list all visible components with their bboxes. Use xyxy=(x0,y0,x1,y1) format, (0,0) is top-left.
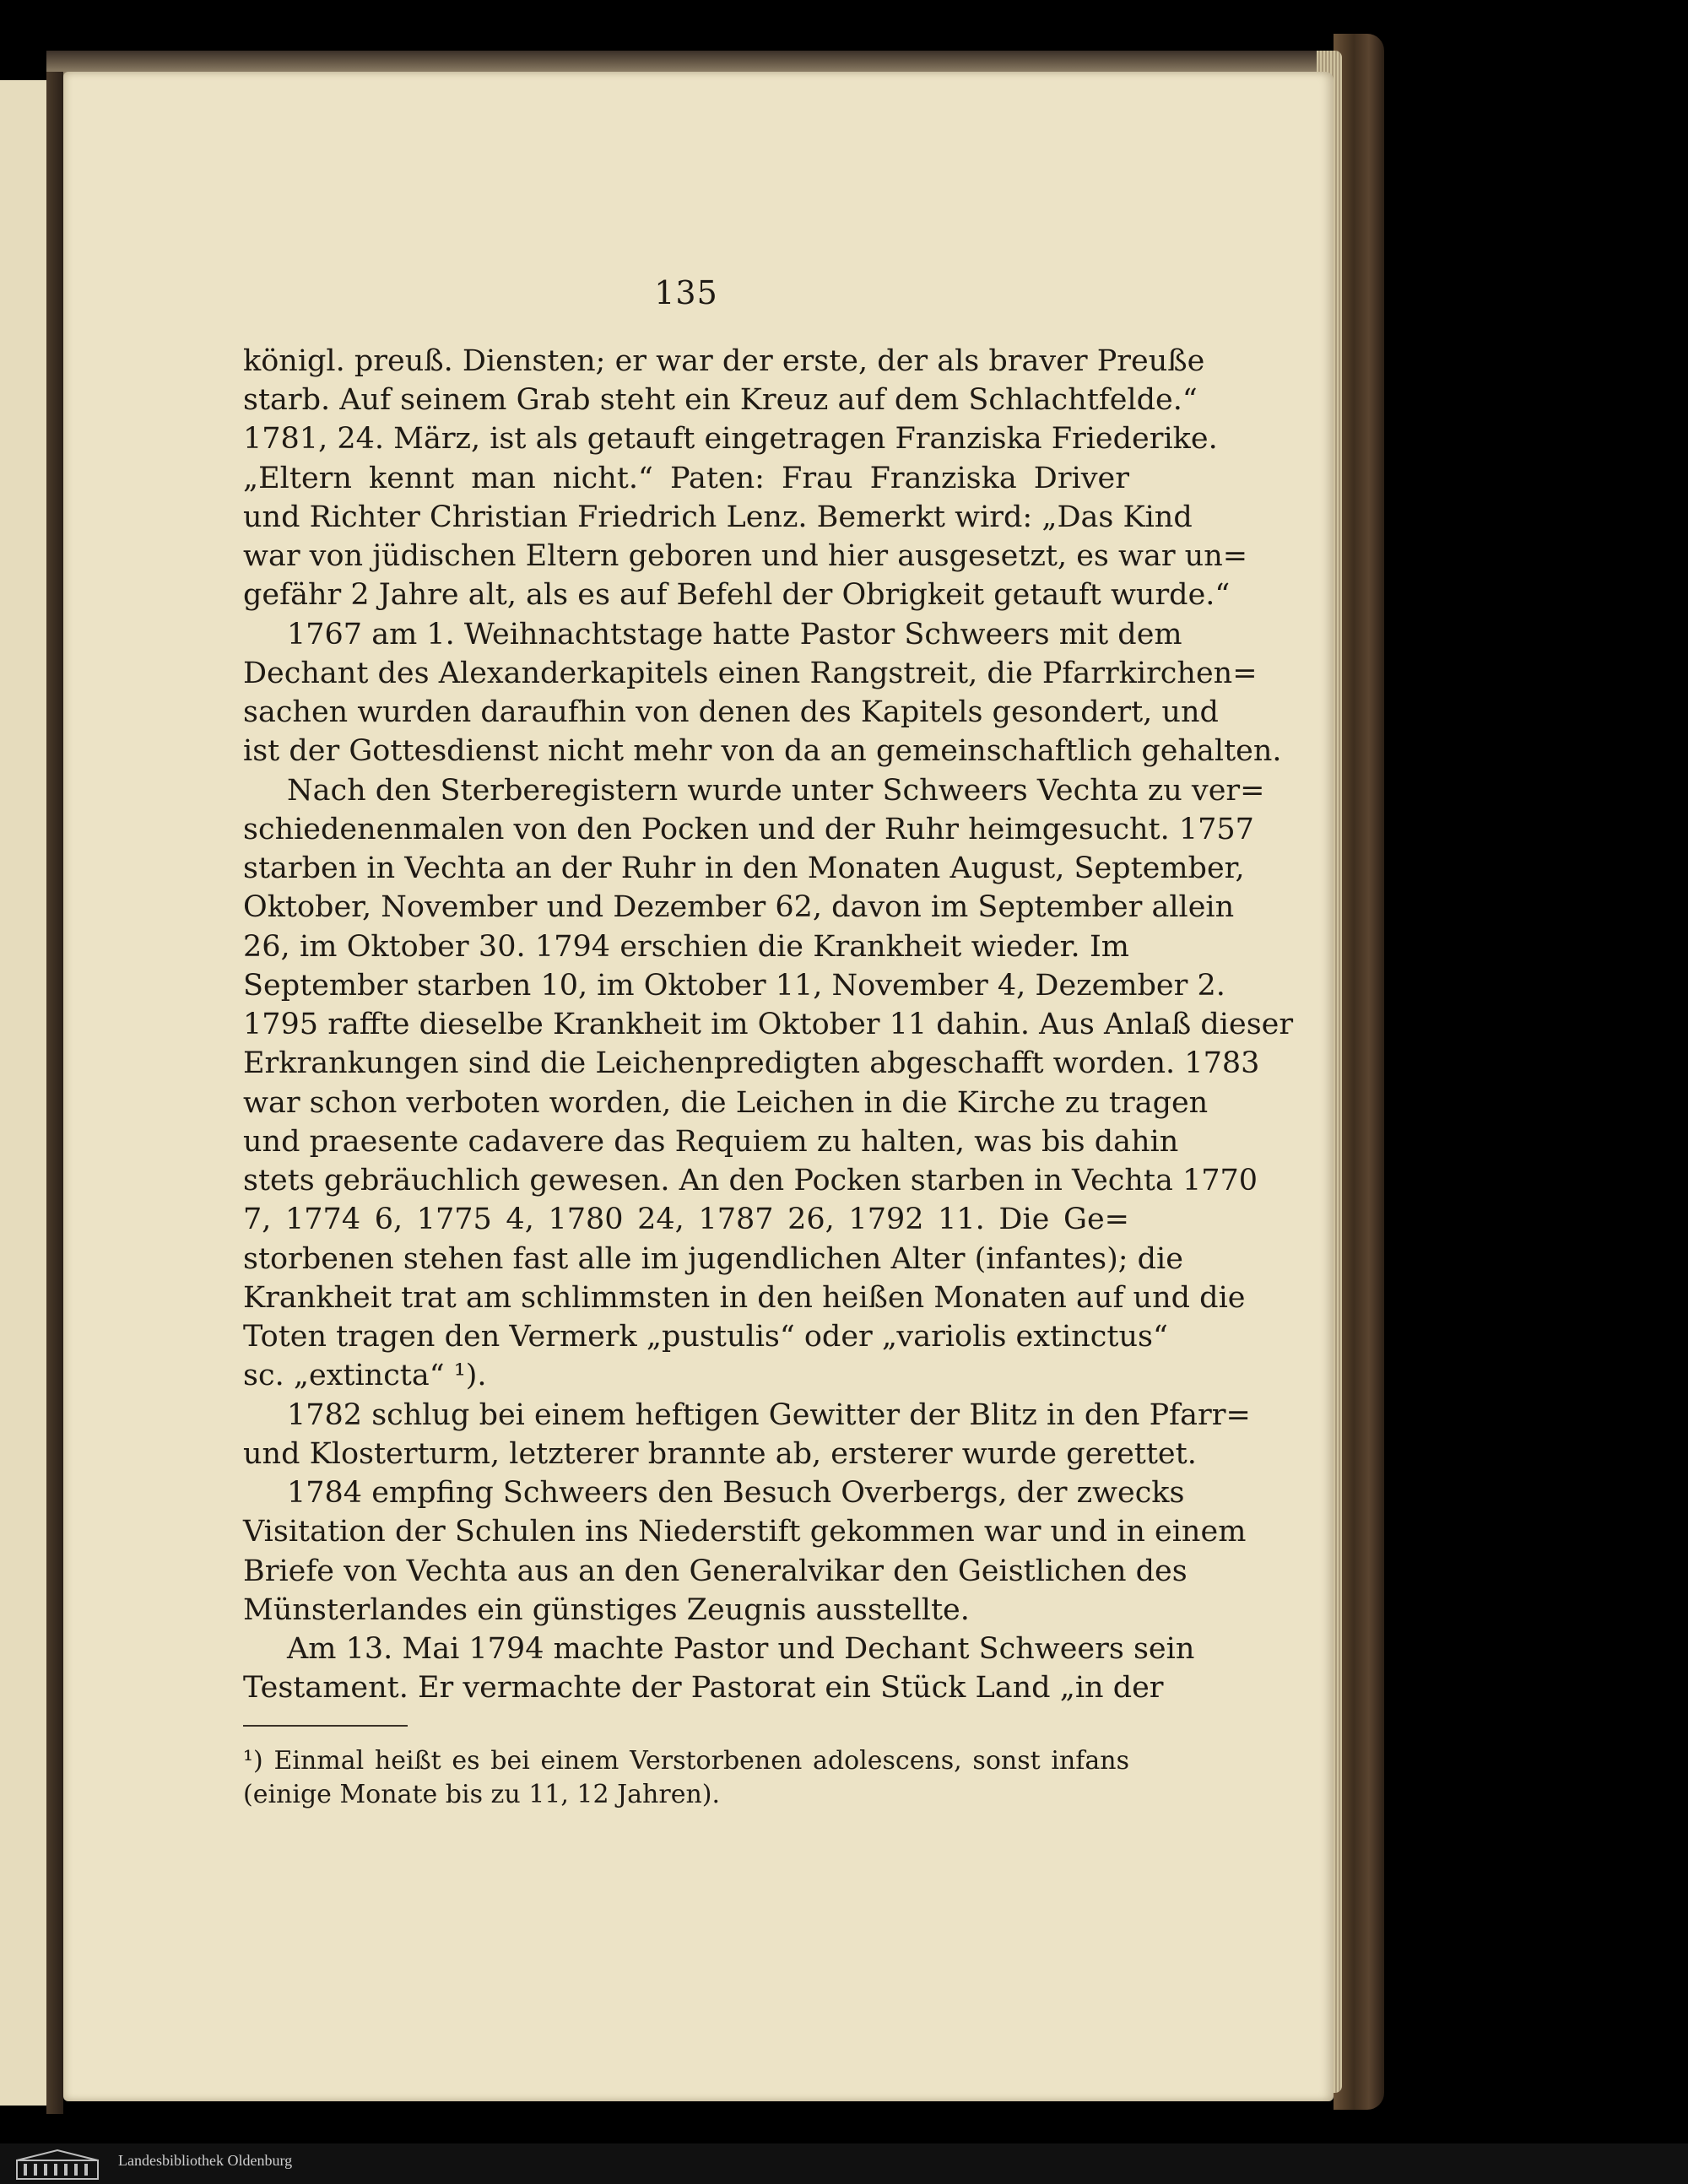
text-line: ist der Gottesdienst nicht mehr von da an gemeinschaftlich gehalten. xyxy=(243,734,1282,768)
text-line: gefähr 2 Jahre alt, als es auf Befehl der Obrigkeit getauft wurde.“ xyxy=(243,578,1231,612)
book-gutter xyxy=(46,72,63,2114)
text-line: 1767 am 1. Weihnachtstage hatte Pastor Schweers mit dem xyxy=(287,618,1182,651)
library-name: Landesbibliothek Oldenburg xyxy=(118,2152,293,2169)
text-line: 7, 1774 6, 1775 4, 1780 24, 1787 26, 1792 11. Die Ge= xyxy=(243,1203,1129,1236)
text-line: 26, im Oktober 30. 1794 erschien die Krankheit wieder. Im xyxy=(243,930,1129,964)
text-line: 1782 schlug bei einem heftigen Gewitter der Blitz in den Pfarr= xyxy=(287,1398,1251,1432)
book-page xyxy=(63,72,1334,2101)
text-line: und Klosterturm, letzterer brannte ab, ersterer wurde gerettet. xyxy=(243,1437,1197,1471)
text-line: sc. „extincta“ ¹). xyxy=(243,1359,487,1392)
text-line: „Eltern kennt man nicht.“ Paten: Frau Franziska Driver xyxy=(243,462,1129,495)
text-line: und praesente cadavere das Requiem zu halten, was bis dahin xyxy=(243,1125,1179,1159)
text-line: 1784 empfing Schweers den Besuch Overbergs, der zwecks xyxy=(287,1476,1185,1510)
text-line: Oktober, November und Dezember 62, davon im September allein xyxy=(243,890,1235,924)
text-line: war schon verboten worden, die Leichen in die Kirche zu tragen xyxy=(243,1086,1209,1120)
footnote-line: ¹) Einmal heißt es bei einem Verstorbenen adolescens, sonst infans xyxy=(243,1746,1129,1776)
text-line: storbenen stehen fast alle im jugendlichen Alter (infantes); die xyxy=(243,1242,1183,1276)
text-line: Toten tragen den Vermerk „pustulis“ oder „variolis extinctus“ xyxy=(243,1320,1168,1354)
text-line: 1781, 24. März, ist als getauft eingetragen Franziska Friederike. xyxy=(243,422,1218,456)
text-line: schiedenenmalen von den Pocken und der Ruhr heimgesucht. 1757 xyxy=(243,813,1254,846)
text-line: Am 13. Mai 1794 machte Pastor und Dechant Schweers sein xyxy=(287,1632,1195,1666)
text-line: Münsterlandes ein günstiges Zeugnis ausstellte. xyxy=(243,1593,970,1627)
text-line: war von jüdischen Eltern geboren und hier ausgesetzt, es war un= xyxy=(243,539,1248,573)
footnote-line: (einige Monate bis zu 11, 12 Jahren). xyxy=(243,1780,721,1809)
text-line: Testament. Er vermachte der Pastorat ein Stück Land „in der xyxy=(243,1671,1164,1705)
text-line: September starben 10, im Oktober 11, November 4, Dezember 2. xyxy=(243,969,1225,1003)
footnote-rule xyxy=(243,1725,408,1727)
page-number: 135 xyxy=(654,274,718,311)
text-line: und Richter Christian Friedrich Lenz. Bemerkt wird: „Das Kind xyxy=(243,500,1193,534)
text-line: 1795 raffte dieselbe Krankheit im Oktober 11 dahin. Aus Anlaß dieser xyxy=(243,1008,1294,1041)
library-logo-icon xyxy=(15,2149,100,2181)
text-line: starben in Vechta an der Ruhr in den Monaten August, September, xyxy=(243,851,1245,885)
text-line: königl. preuß. Diensten; er war der erste, der als braver Preuße xyxy=(243,344,1205,378)
text-line: Dechant des Alexanderkapitels einen Rangstreit, die Pfarrkirchen= xyxy=(243,657,1258,690)
text-line: Visitation der Schulen ins Niederstift gekommen war und in einem xyxy=(243,1515,1247,1549)
text-line: Erkrankungen sind die Leichenpredigten abgeschafft worden. 1783 xyxy=(243,1046,1260,1080)
text-line: Nach den Sterberegistern wurde unter Schweers Vechta zu ver= xyxy=(287,774,1265,808)
text-line: Briefe von Vechta aus an den Generalvikar den Geistlichen des xyxy=(243,1554,1188,1588)
text-line: starb. Auf seinem Grab steht ein Kreuz auf dem Schlachtfelde.“ xyxy=(243,383,1198,417)
text-line: sachen wurden daraufhin von denen des Kapitels gesondert, und xyxy=(243,695,1219,729)
text-line: Krankheit trat am schlimmsten in den heißen Monaten auf und die xyxy=(243,1281,1246,1315)
text-line: stets gebräuchlich gewesen. An den Pocken starben in Vechta 1770 xyxy=(243,1164,1258,1197)
